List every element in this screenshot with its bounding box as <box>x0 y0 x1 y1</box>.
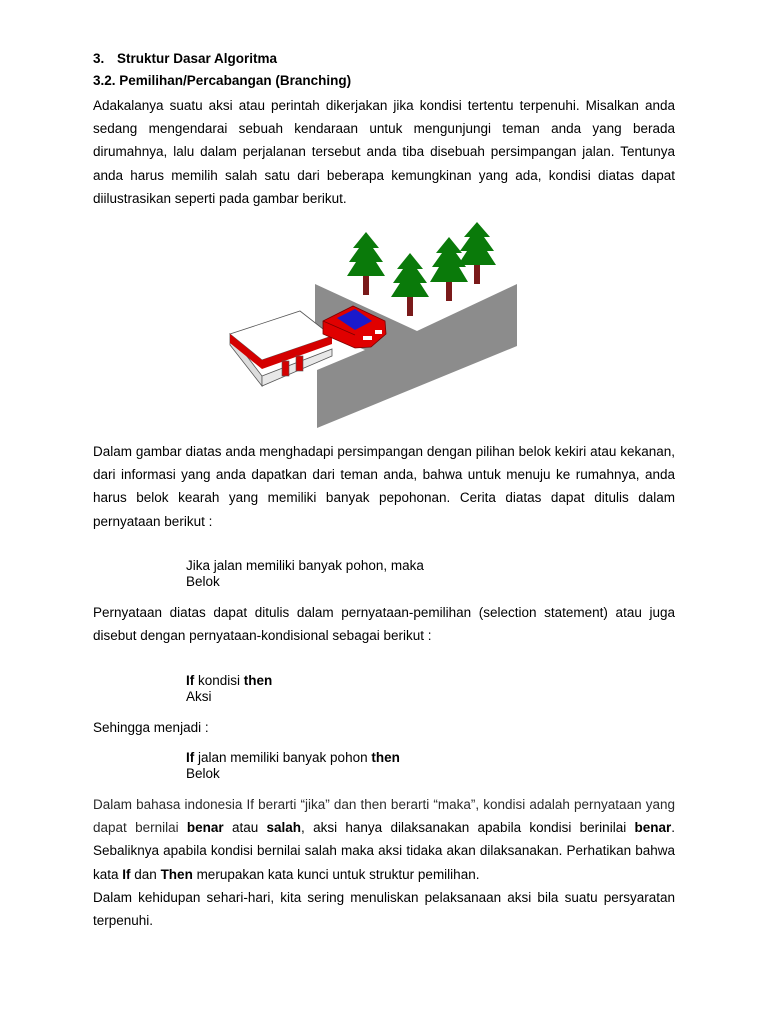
meaning-text-1: Dalam bahasa indonesia If berarti “jika” dan then berarti “maka”, kondisi adalah pernyataan yang dapat bernilai <box>93 797 675 836</box>
subsection-heading: 3.2. Pemilihan/Percabangan (Branching) <box>93 73 352 88</box>
natural-statement-line1: Jika jalan memiliki banyak pohon, maka <box>186 558 424 573</box>
bold-salah: salah <box>266 820 302 836</box>
meaning-text-5: dan <box>130 866 161 882</box>
bold-if: If <box>122 866 131 882</box>
closing-paragraph: Dalam kehidupan sehari-hari, kita sering menuliskan pelaksanaan aksi bila suatu persyaratan terpenuhi. <box>93 890 675 929</box>
tree-icon <box>458 222 496 284</box>
bold-benar: benar <box>186 820 224 836</box>
meaning-text-2: atau <box>223 820 267 836</box>
keyword-then: then <box>243 673 273 688</box>
section-heading <box>93 51 277 66</box>
keyword-if: If <box>186 750 195 765</box>
intro-paragraph: Adakalanya suatu aksi atau perintah dikerjakan jika kondisi tertentu terpenuhi. Misalkan anda sedang mengendarai sebuah kendaraan untuk mengunjungi teman anda yang berada dirumahnya, lalu dalam perjalanan tersebut anda tiba disebuah persimpangan jalan. Tentunya anda harus memilih salah satu dari beberapa kemungkinan yang ada, kondisi diatas dapat diilustrasikan seperti pada gambar berikut. <box>93 98 675 206</box>
keyword-then: then <box>371 750 400 765</box>
tree-icon <box>347 232 385 295</box>
example-action: Belok <box>186 766 220 781</box>
transition-paragraph: Sehingga menjadi : <box>93 720 209 735</box>
syntax-condition: kondisi <box>194 673 244 688</box>
explanation-paragraph: Dalam gambar diatas anda menghadapi persimpangan dengan pilihan belok kekiri atau kekanan, dari informasi yang anda dapatkan dari teman anda, bahwa untuk menuju ke rumahnya, anda harus belok kearah yang memiliki banyak pepohonan. Cerita diatas dapat ditulis dalam pernyataan berikut : <box>93 444 675 529</box>
syntax-line1 <box>186 673 272 689</box>
selection-paragraph: Pernyataan diatas dapat ditulis dalam pernyataan-pemilihan (selection statement) atau juga disebut dengan pernyataan-kondisional sebagai berikut : <box>93 605 675 644</box>
meaning-paragraph <box>93 793 675 886</box>
syntax-action: Aksi <box>186 689 212 704</box>
section-number: 3. <box>93 51 105 66</box>
bold-benar-2: benar <box>634 820 672 836</box>
road-junction <box>315 284 517 428</box>
bold-then: Then <box>160 866 193 882</box>
meaning-text-6: merupakan kata kunci untuk struktur pemilihan. <box>192 866 480 882</box>
syntax-block <box>186 673 272 705</box>
meaning-text-3: , aksi hanya dilaksanakan apabila kondisi berinilai <box>301 820 635 836</box>
branching-illustration <box>225 218 525 433</box>
meaning-text-4: . Sebaliknya apabila kondisi bernilai salah maka aksi tidaka akan dilaksanakan. Perhatikan bahwa kata <box>93 820 676 882</box>
example-condition: jalan memiliki banyak pohon <box>194 750 372 765</box>
example-block <box>186 750 400 782</box>
example-line1 <box>186 750 400 766</box>
tree-icon <box>391 253 429 316</box>
section-title: Struktur Dasar Algoritma <box>117 51 278 66</box>
tree-icon <box>430 237 468 301</box>
natural-statement-line2: Belok <box>186 574 220 589</box>
keyword-if: If <box>186 673 195 688</box>
natural-statement <box>186 558 424 590</box>
